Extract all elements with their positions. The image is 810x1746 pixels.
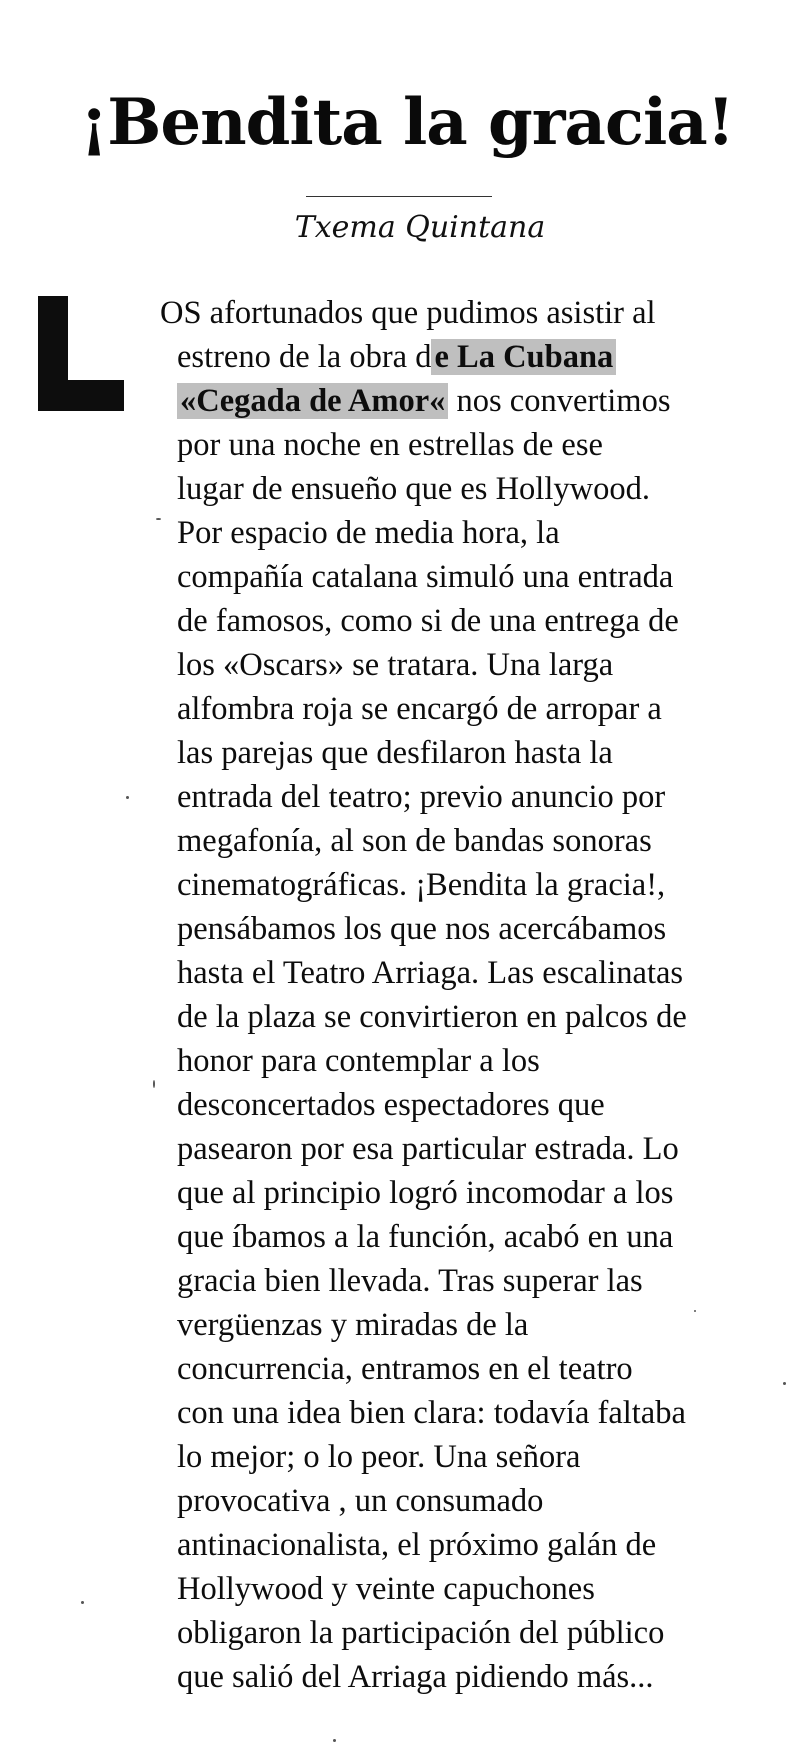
body-line bbox=[177, 1039, 540, 1083]
body-line bbox=[177, 907, 666, 951]
body-text-run: concurrencia, entramos en el teatro bbox=[177, 1351, 633, 1387]
headline: ¡Bendita la gracia! bbox=[68, 80, 746, 166]
body-line bbox=[177, 995, 687, 1039]
body-text-run: estreno de la obra d bbox=[177, 339, 432, 375]
body-text-run: nos convertimos bbox=[448, 383, 671, 419]
body-text-run: lugar de ensueño que es Hollywood. bbox=[177, 471, 650, 507]
body-line bbox=[177, 599, 679, 643]
body-line bbox=[177, 643, 613, 687]
body-line bbox=[177, 1083, 605, 1127]
body-line bbox=[177, 1259, 643, 1303]
body-line bbox=[177, 1391, 686, 1435]
body-line bbox=[177, 1479, 543, 1523]
body-text-run: Hollywood y veinte capuchones bbox=[177, 1571, 595, 1607]
body-line bbox=[177, 1347, 633, 1391]
highlighted-text: e La Cubana bbox=[431, 339, 616, 375]
print-speck bbox=[153, 1080, 155, 1088]
body-line bbox=[177, 335, 616, 379]
body-line bbox=[177, 379, 670, 423]
body-text-run: provocativa , un consumado bbox=[177, 1483, 544, 1519]
body-text-run: gracia bien llevada. Tras superar las bbox=[177, 1263, 643, 1299]
body-text-run: lo mejor; o lo peor. Una señora bbox=[177, 1439, 581, 1475]
body-line bbox=[177, 1655, 654, 1699]
body-line bbox=[177, 687, 662, 731]
body-line bbox=[177, 1127, 679, 1171]
body-line bbox=[177, 511, 560, 555]
body-line bbox=[177, 863, 665, 907]
body-line bbox=[177, 819, 652, 863]
body-text-run: las parejas que desfilaron hasta la bbox=[177, 735, 613, 771]
body-line bbox=[177, 951, 683, 995]
body-line bbox=[177, 1435, 580, 1479]
byline-rule bbox=[306, 196, 492, 197]
body-text-run: pasearon por esa particular estrada. Lo bbox=[177, 1131, 679, 1167]
body-line bbox=[177, 423, 603, 467]
body-text-run: Por espacio de media hora, la bbox=[177, 515, 560, 551]
body-line bbox=[177, 1171, 673, 1215]
print-speck bbox=[81, 1601, 84, 1604]
body-text-run: que salió del Arriaga pidiendo más... bbox=[177, 1659, 654, 1695]
body-text-run: honor para contemplar a los bbox=[177, 1043, 540, 1079]
print-speck bbox=[694, 1310, 696, 1312]
body-line bbox=[177, 1303, 528, 1347]
body-text-run: hasta el Teatro Arriaga. Las escalinatas bbox=[177, 955, 684, 991]
body-line bbox=[160, 291, 656, 335]
body-text-run: entrada del teatro; previo anuncio por bbox=[177, 779, 666, 815]
body-text-run: obligaron la participación del público bbox=[177, 1615, 665, 1651]
body-text-run: OS afortunados que pudimos asistir al bbox=[160, 295, 656, 331]
body-text-run: de la plaza se convirtieron en palcos de bbox=[177, 999, 687, 1035]
body-text-run: vergüenzas y miradas de la bbox=[177, 1307, 529, 1343]
body-text-run: los «Oscars» se tratara. Una larga bbox=[177, 647, 614, 683]
body-text-run: que íbamos a la función, acabó en una bbox=[177, 1219, 674, 1255]
print-speck bbox=[126, 796, 129, 799]
body-text-run: que al principio logró incomodar a los bbox=[177, 1175, 674, 1211]
body-line bbox=[177, 1523, 656, 1567]
body-text-run: compañía catalana simuló una entrada bbox=[177, 559, 674, 595]
body-text-run: megafonía, al son de bandas sonoras bbox=[177, 823, 652, 859]
body-line bbox=[177, 1215, 673, 1259]
byline: Txema Quintana bbox=[294, 210, 546, 245]
highlighted-text: «Cegada de Amor« bbox=[177, 383, 448, 419]
body-text-run: por una noche en estrellas de ese bbox=[177, 427, 603, 463]
body-line bbox=[177, 731, 613, 775]
body-line bbox=[177, 555, 673, 599]
body-text-run: pensábamos los que nos acercábamos bbox=[177, 911, 667, 947]
dropcap-letter bbox=[38, 296, 124, 411]
body-text-run: cinematográficas. ¡Bendita la gracia!, bbox=[177, 867, 666, 903]
body-text-run: alfombra roja se encargó de arropar a bbox=[177, 691, 662, 727]
print-speck bbox=[783, 1382, 786, 1385]
body-text-run: de famosos, como si de una entrega de bbox=[177, 603, 679, 639]
body-text-run: desconcertados espectadores que bbox=[177, 1087, 605, 1123]
body-text-run: con una idea bien clara: todavía faltaba bbox=[177, 1395, 686, 1431]
body-text-run: antinacionalista, el próximo galán de bbox=[177, 1527, 657, 1563]
print-speck bbox=[333, 1739, 336, 1742]
body-line bbox=[177, 1611, 664, 1655]
body-line bbox=[177, 1567, 595, 1611]
body-line bbox=[177, 775, 665, 819]
print-speck bbox=[156, 518, 161, 520]
body-line bbox=[177, 467, 650, 511]
headline-container bbox=[0, 80, 810, 166]
